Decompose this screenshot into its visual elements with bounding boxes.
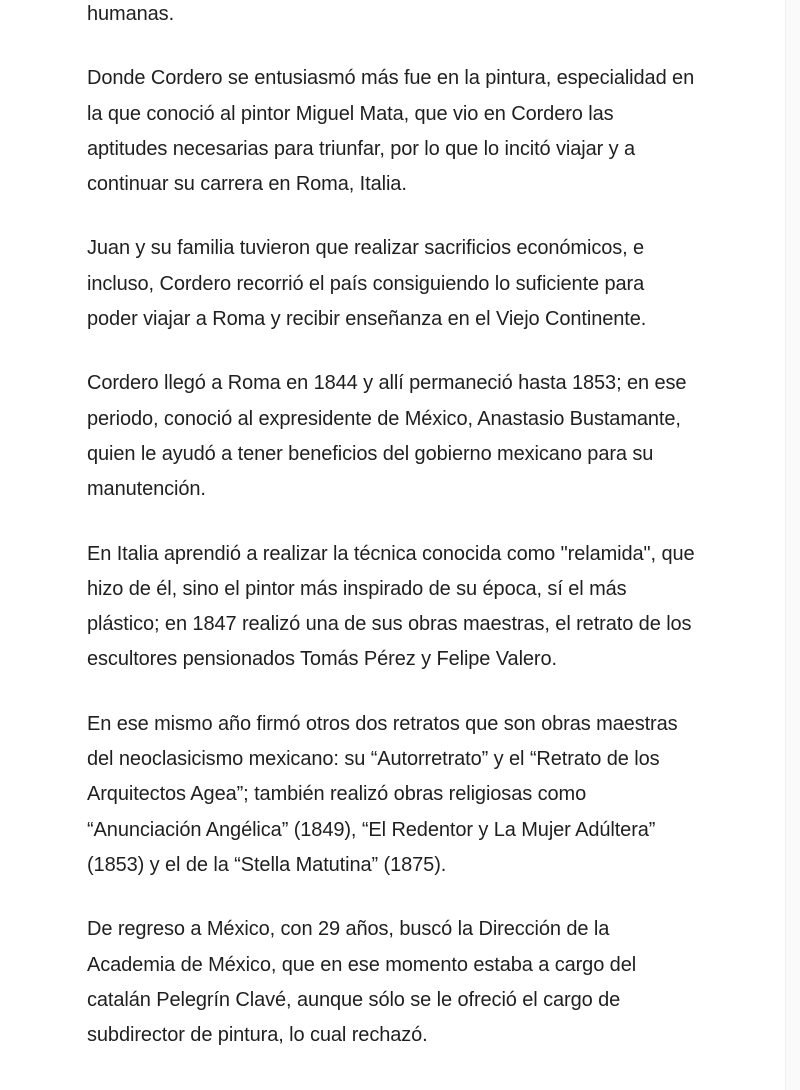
paragraph-1: humanas. — [87, 3, 175, 25]
paragraph-5: En Italia aprendió a realizar la técnica conocida como "relamida", que hizo de él, sino el pintor más inspirado de su época, sí el más plástico; en 1847 realizó una de sus obras maestras, el retrato de los escultores pensionados Tomás Pérez y Felipe Valero. — [87, 542, 695, 671]
paragraph-4: Cordero llegó a Roma en 1844 y allí permaneció hasta 1853; en ese periodo, conoció al expresidente de México, Anastasio Bustamante, quien le ayudó a tener beneficios del gobierno mexicano para su manutención. — [87, 372, 687, 501]
paragraph-2: Donde Cordero se entusiasmó más fue en la pintura, especialidad en la que conoció al pintor Miguel Mata, que vio en Cordero las aptitudes necesarias para triunfar, por lo que lo incitó viajar y a continuar su carrera en Roma, Italia. — [87, 67, 695, 196]
paragraph-3: Juan y su familia tuvieron que realizar sacrificios económicos, e incluso, Cordero recorrió el país consiguiendo lo suficiente para poder viajar a Roma y recibir enseñanza en el Viejo Continente. — [87, 237, 647, 331]
article-body — [87, 0, 697, 1082]
paragraph-7: De regreso a México, con 29 años, buscó la Dirección de la Academia de México, que en ese momento estaba a cargo del catalán Pelegrín Clavé, aunque sólo se le ofreció el cargo de subdirector de pintura, lo cual rechazó. — [87, 918, 637, 1047]
paragraph-6: En ese mismo año firmó otros dos retratos que son obras maestras del neoclasicismo mexicano: su “Autorretrato” y el “Retrato de los Arquitectos Agea”; también realizó obras religiosas como “Anunciación Angélica” (1849), “El Redentor y La Mujer Adúltera” (1853) y el de la “Stella Matutina” (1875). — [87, 712, 678, 876]
scrollbar-track[interactable] — [785, 0, 800, 1090]
